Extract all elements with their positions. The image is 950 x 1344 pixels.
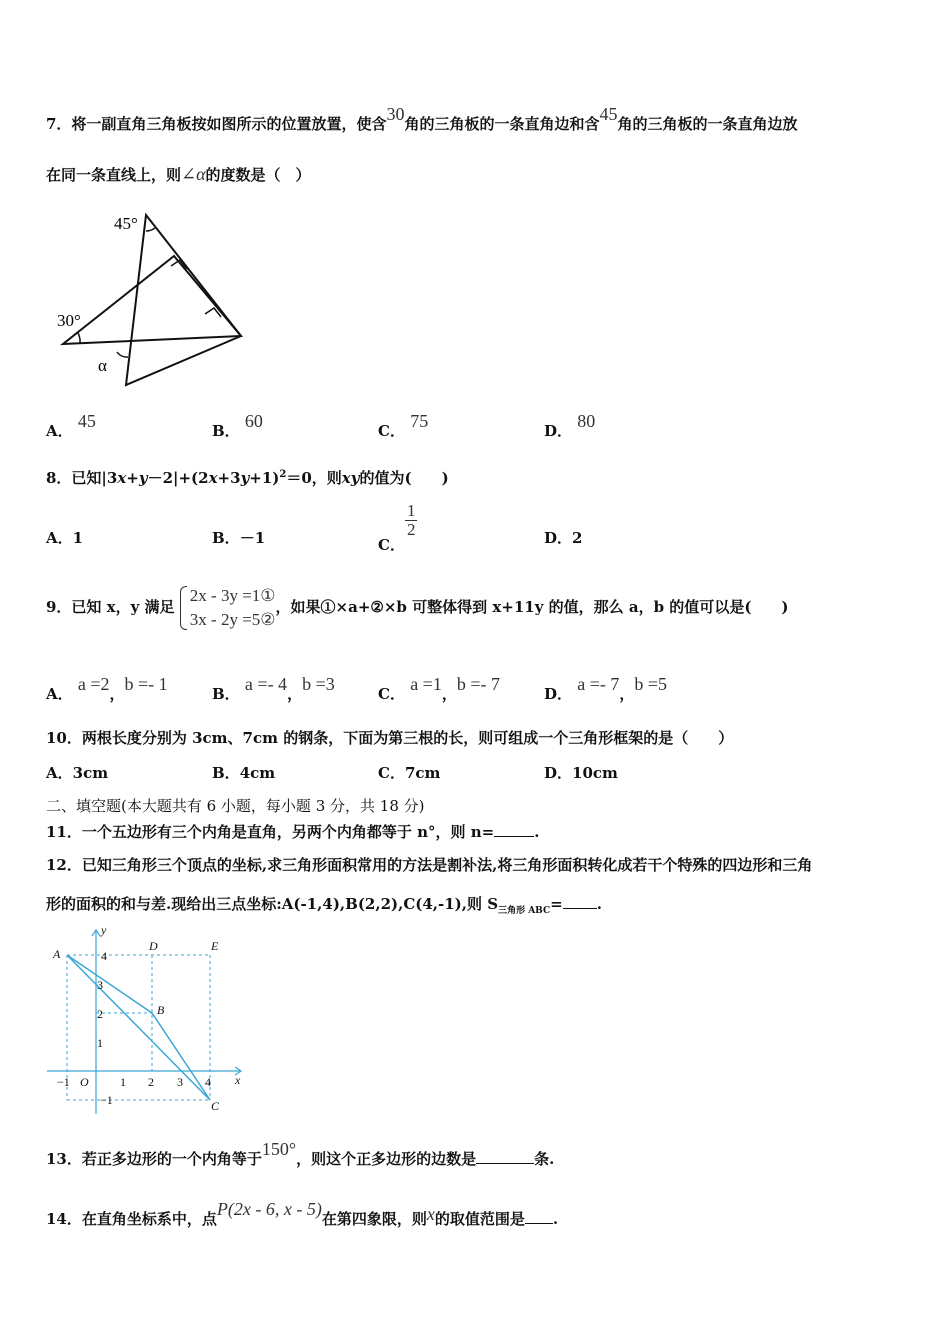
point-label-D: D [149, 939, 158, 953]
q10-option-a: A．3cm [46, 764, 109, 782]
q10-option-d: D．10cm [544, 764, 618, 782]
fraction-one-half: $\frac{1}{2}$ [406, 501, 416, 539]
q7-option-a: A． 45 [46, 411, 96, 440]
q14-question: 14．在直角坐标系中，点P(2x - 6, x - 5)在第四象限，则x的取值范围是 . [46, 1199, 559, 1228]
section-fill-in-title: 二、填空题(本大题共有 6 小题，每小题 3 分，共 18 分) [46, 797, 425, 815]
q9-option-b: B． a =- 4，b =3 [212, 674, 335, 703]
q7-angle-45: 45 [599, 104, 618, 124]
q7-angle-alpha: ∠α [181, 164, 206, 184]
point-label-E: E [211, 939, 219, 953]
y-tick-4: 4 [101, 949, 107, 963]
point-P: P(2x - 6, x - 5) [216, 1199, 322, 1219]
q12-coordinate-graph [45, 922, 260, 1117]
point-label-A: A [53, 947, 61, 961]
q10-option-b: B．4cm [212, 764, 276, 782]
angle-alpha-arc [117, 352, 128, 357]
y-tick-1: 1 [97, 1036, 103, 1050]
q7-angle-30: 30 [386, 104, 405, 124]
y-tick-3: 3 [97, 978, 103, 992]
q9-option-a: A． a =2，b =- 1 [46, 674, 168, 703]
origin-label: O [80, 1075, 89, 1089]
q8-option-b: B．－1 [212, 529, 266, 547]
y-tick-neg1: −1 [100, 1093, 113, 1107]
angle-30-arc [78, 333, 80, 343]
axes [47, 930, 241, 1114]
angle-45-arc [146, 227, 156, 231]
equation-system: 2x - 3y =1① 3x - 2y =5② [180, 584, 276, 632]
x-tick-3: 3 [177, 1075, 183, 1089]
q7-option-d: D． 80 [544, 411, 596, 440]
q10-question: 10．两根长度分别为 3cm、7cm 的钢条，下面为第三根的长，则可组成一个三角形框架的是（ ） [46, 729, 734, 747]
label-45: 45° [114, 214, 138, 233]
q7-option-b: B． 60 [212, 411, 263, 440]
y-tick-2: 2 [97, 1007, 103, 1021]
q11-question: 11．一个五边形有三个内角是直角，另两个内角都等于 n°，则 n= . [46, 823, 540, 841]
q12-line2: 形的面积的和与差.现给出三点坐标:A(-1,4),B(2,2),C(4,-1),则 $S_{三角形 ABC}=$ . [46, 895, 602, 916]
y-axis-label: y [101, 923, 107, 937]
x-tick-1: 1 [120, 1075, 126, 1089]
q8-option-c: C． $\frac{1}{2}$ [378, 501, 416, 554]
q9-option-c: C． a =1，b =- 7 [378, 674, 500, 703]
q12-line1: 12．已知三角形三个顶点的坐标,求三角形面积常用的方法是割补法,将三角形面积转化成若干个特殊的四边形和三角 [46, 856, 813, 874]
q9-question: 9．已知 x，y 满足 2x - 3y =1① 3x - 2y =5② ，如果①×a+②×b 可整体得到 x+11y 的值，那么 a，b 的值可以是( ) [46, 584, 789, 632]
q8-option-d: D．2 [544, 529, 583, 547]
q8-question: 8．已知$|3x+y-2|+(2x+3y+1)^2=0$，则xy的值为( ) [46, 469, 449, 487]
answer-blank [525, 1209, 553, 1224]
q13-question: 13．若正多边形的一个内角等于150°，则这个正多边形的边数是 条. [46, 1139, 555, 1168]
q7-line2: 在同一条直线上，则∠α的度数是（ ） [46, 164, 311, 184]
q10-option-c: C．7cm [378, 764, 441, 782]
point-label-C: C [211, 1099, 220, 1113]
answer-blank [563, 894, 597, 909]
triangle-30 [63, 256, 241, 344]
q7-option-c: C． 75 [378, 411, 429, 440]
label-alpha: α [98, 356, 107, 375]
q8-option-a: A．1 [46, 529, 84, 547]
point-label-B: B [157, 1003, 165, 1017]
answer-blank [494, 822, 534, 837]
x-tick-neg1: −1 [57, 1075, 70, 1089]
x-axis-label: x [235, 1073, 241, 1087]
angle-150: 150° [261, 1139, 297, 1159]
q9-option-d: D． a =- 7，b =5 [544, 674, 668, 703]
label-30: 30° [57, 311, 81, 330]
q7-triangle-figure [50, 205, 250, 390]
x-tick-2: 2 [148, 1075, 154, 1089]
triangle-45 [126, 215, 241, 385]
q7-line1: 7．将一副直角三角板按如图所示的位置放置，使含30角的三角板的一条直角边和含45角的三角板的一条直角边放 [46, 104, 798, 133]
answer-blank [476, 1149, 534, 1164]
x-tick-4: 4 [205, 1075, 211, 1089]
